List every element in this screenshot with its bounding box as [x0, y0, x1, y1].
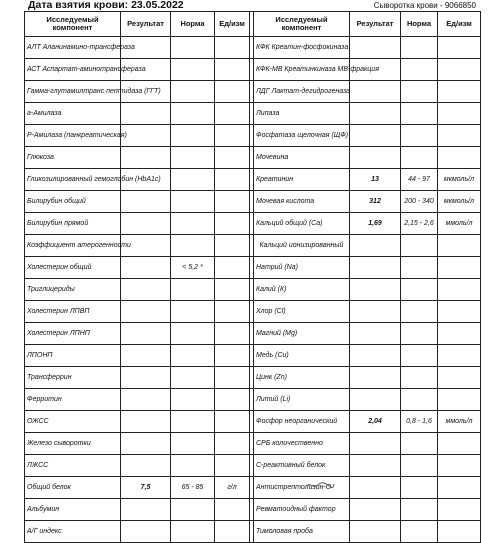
lab-results-table — [24, 11, 481, 543]
table-row — [25, 521, 481, 543]
component-name-right: Антистрептолизин-О — [254, 477, 350, 499]
component-name-right: КФК Креатин-фосфокиназа — [254, 37, 350, 59]
header-result-left: Результат — [121, 12, 171, 37]
result-value-right: 13 — [350, 169, 401, 191]
result-value-left — [121, 191, 171, 213]
unit-right — [438, 345, 481, 367]
header-component-left: Исследуемый компонент — [25, 12, 121, 37]
component-name-right: Липаза — [254, 103, 350, 125]
unit-left — [215, 345, 250, 367]
result-value-left — [121, 103, 171, 125]
norm-range-left — [171, 411, 215, 433]
norm-range-left — [171, 147, 215, 169]
result-value-right — [350, 103, 401, 125]
header-result-right: Результат — [350, 12, 401, 37]
unit-left — [215, 433, 250, 455]
unit-right — [438, 323, 481, 345]
norm-range-left — [171, 37, 215, 59]
unit-right — [438, 433, 481, 455]
component-name-left: ЛПОНП — [25, 345, 121, 367]
result-value-left — [121, 499, 171, 521]
table-row — [25, 477, 481, 499]
unit-right — [438, 499, 481, 521]
component-name-right: Цинк (Zn) — [254, 367, 350, 389]
unit-right — [438, 279, 481, 301]
result-value-left — [121, 301, 171, 323]
norm-range-left — [171, 499, 215, 521]
norm-range-right — [401, 323, 438, 345]
norm-range-left — [171, 125, 215, 147]
unit-left — [215, 389, 250, 411]
unit-left — [215, 257, 250, 279]
component-name-left: АСТ Аспартат-аминотрансфераза — [25, 59, 121, 81]
norm-range-right — [401, 389, 438, 411]
unit-left — [215, 59, 250, 81]
result-value-left — [121, 323, 171, 345]
component-name-right: Калий (К) — [254, 279, 350, 301]
unit-left — [215, 279, 250, 301]
norm-range-right — [401, 499, 438, 521]
result-value-left — [121, 455, 171, 477]
result-value-left — [121, 521, 171, 543]
result-value-right — [350, 499, 401, 521]
unit-left — [215, 169, 250, 191]
result-value-left — [121, 367, 171, 389]
component-name-right: Мочевая кислота — [254, 191, 350, 213]
norm-range-left — [171, 345, 215, 367]
result-value-left — [121, 345, 171, 367]
component-name-left: Общий белок — [25, 477, 121, 499]
result-value-left — [121, 257, 171, 279]
norm-range-left — [171, 389, 215, 411]
unit-right — [438, 235, 481, 257]
norm-range-right — [401, 521, 438, 543]
norm-range-right — [401, 147, 438, 169]
norm-range-left — [171, 367, 215, 389]
header-component-right: Исследуемый компонент — [254, 12, 350, 37]
norm-range-right — [401, 59, 438, 81]
component-name-left: Альбумин — [25, 499, 121, 521]
unit-right — [438, 59, 481, 81]
table-header-row — [25, 12, 481, 37]
norm-range-left: < 5,2 * — [171, 257, 215, 279]
table-row — [25, 389, 481, 411]
handwritten-mark — [305, 480, 335, 490]
component-name-right: Фосфор неорганический — [254, 411, 350, 433]
table-row — [25, 235, 481, 257]
unit-right — [438, 301, 481, 323]
table-row — [25, 213, 481, 235]
norm-range-left — [171, 59, 215, 81]
norm-range-right — [401, 235, 438, 257]
component-name-right: С-реактивный белок — [254, 455, 350, 477]
result-value-left — [121, 125, 171, 147]
norm-range-right — [401, 433, 438, 455]
result-value-right — [350, 147, 401, 169]
table-row — [25, 103, 481, 125]
table-row — [25, 323, 481, 345]
table-row — [25, 345, 481, 367]
component-name-right: Литий (Li) — [254, 389, 350, 411]
component-name-left: Холестерин общий — [25, 257, 121, 279]
table-row — [25, 433, 481, 455]
component-name-right: Креатинин — [254, 169, 350, 191]
table-row — [25, 125, 481, 147]
result-value-right — [350, 301, 401, 323]
unit-right: ммоль/л — [438, 411, 481, 433]
norm-range-left — [171, 103, 215, 125]
table-row — [25, 37, 481, 59]
table-row — [25, 499, 481, 521]
norm-range-right — [401, 279, 438, 301]
norm-range-left — [171, 279, 215, 301]
norm-range-right: 2,15 - 2,6 — [401, 213, 438, 235]
component-name-left: а-Амилаза — [25, 103, 121, 125]
unit-left — [215, 125, 250, 147]
component-name-left: Ферритин — [25, 389, 121, 411]
table-row — [25, 301, 481, 323]
table-row — [25, 81, 481, 103]
unit-right — [438, 455, 481, 477]
table-row — [25, 59, 481, 81]
table-row — [25, 455, 481, 477]
component-name-left: Триглицериды — [25, 279, 121, 301]
result-value-left: 7,5 — [121, 477, 171, 499]
component-name-right: Хлор (Cl) — [254, 301, 350, 323]
unit-left: г/л — [215, 477, 250, 499]
result-value-right: 312 — [350, 191, 401, 213]
header-unit-left: Ед/изм — [215, 12, 250, 37]
header-norm-right: Норма — [401, 12, 438, 37]
unit-right — [438, 125, 481, 147]
result-value-right — [350, 323, 401, 345]
unit-right — [438, 367, 481, 389]
component-name-left: Трансферрин — [25, 367, 121, 389]
norm-range-left — [171, 323, 215, 345]
table-row — [25, 411, 481, 433]
unit-left — [215, 499, 250, 521]
norm-range-right — [401, 345, 438, 367]
norm-range-left: 65 - 85 — [171, 477, 215, 499]
unit-right — [438, 257, 481, 279]
result-value-left — [121, 147, 171, 169]
component-name-right: СРБ количественно — [254, 433, 350, 455]
unit-right: ммоль/л — [438, 213, 481, 235]
unit-left — [215, 323, 250, 345]
norm-range-right — [401, 37, 438, 59]
unit-left — [215, 521, 250, 543]
norm-range-right: 200 - 340 — [401, 191, 438, 213]
header-norm-left: Норма — [171, 12, 215, 37]
unit-right — [438, 103, 481, 125]
unit-left — [215, 455, 250, 477]
component-name-right: Медь (Cu) — [254, 345, 350, 367]
unit-right — [438, 147, 481, 169]
component-name-right: Магний (Mg) — [254, 323, 350, 345]
norm-range-right — [401, 103, 438, 125]
result-value-right — [350, 235, 401, 257]
unit-right — [438, 81, 481, 103]
norm-range-left — [171, 433, 215, 455]
unit-right — [438, 37, 481, 59]
unit-left — [215, 367, 250, 389]
result-value-left — [121, 213, 171, 235]
component-name-left: Холестерин ЛПНП — [25, 323, 121, 345]
component-name-left: Гамма-глутамилтранс пептидаза (ГГТ) — [25, 81, 121, 103]
component-name-right: ЛДГ Лактат-дегидрогеназа — [254, 81, 350, 103]
component-name-left: Холестерин ЛПВП — [25, 301, 121, 323]
component-name-left: ОЖСС — [25, 411, 121, 433]
norm-range-left — [171, 169, 215, 191]
component-name-right: Тимоловая проба — [254, 521, 350, 543]
unit-left — [215, 81, 250, 103]
component-name-right: Мочевина — [254, 147, 350, 169]
component-name-left: Железо сыворотки — [25, 433, 121, 455]
norm-range-right — [401, 301, 438, 323]
table-row — [25, 169, 481, 191]
component-name-left: Р-Амилаза (панкреатическая) — [25, 125, 121, 147]
result-value-left — [121, 389, 171, 411]
result-value-right — [350, 477, 401, 499]
norm-range-left — [171, 191, 215, 213]
component-name-right: Кальций ионизированный — [254, 235, 350, 257]
result-value-right — [350, 455, 401, 477]
table-row — [25, 257, 481, 279]
result-value-right — [350, 345, 401, 367]
norm-range-right: 44 - 97 — [401, 169, 438, 191]
component-name-left: Билирубин общий — [25, 191, 121, 213]
unit-right: мкмоль/л — [438, 169, 481, 191]
norm-range-right — [401, 257, 438, 279]
norm-range-right — [401, 367, 438, 389]
component-name-right: Фосфатаза щелочная (ЩФ) — [254, 125, 350, 147]
unit-right — [438, 477, 481, 499]
component-name-right: Кальций общий (Са) — [254, 213, 350, 235]
unit-left — [215, 191, 250, 213]
unit-left — [215, 301, 250, 323]
norm-range-left — [171, 81, 215, 103]
unit-left — [215, 37, 250, 59]
table-row — [25, 367, 481, 389]
table-row — [25, 279, 481, 301]
result-value-right — [350, 433, 401, 455]
result-value-right — [350, 367, 401, 389]
table-row — [25, 147, 481, 169]
unit-left — [215, 235, 250, 257]
norm-range-right: 0,8 - 1,6 — [401, 411, 438, 433]
norm-range-right — [401, 81, 438, 103]
norm-range-right — [401, 125, 438, 147]
result-value-right — [350, 37, 401, 59]
norm-range-left — [171, 301, 215, 323]
result-value-right — [350, 521, 401, 543]
unit-left — [215, 103, 250, 125]
norm-range-left — [171, 213, 215, 235]
component-name-left: Билирубин прямой — [25, 213, 121, 235]
norm-range-left — [171, 455, 215, 477]
result-value-left — [121, 433, 171, 455]
norm-range-left — [171, 521, 215, 543]
header-unit-right: Ед/изм — [438, 12, 481, 37]
component-name-right: Ревматоидный фактор — [254, 499, 350, 521]
unit-left — [215, 411, 250, 433]
unit-left — [215, 213, 250, 235]
unit-right — [438, 389, 481, 411]
component-name-left: Коэффициент атерогенности — [25, 235, 121, 257]
component-name-left: Гликозилированный гемоглобин (HbA1c) — [25, 169, 121, 191]
result-value-right: 2,04 — [350, 411, 401, 433]
component-name-left: ЛЖСС — [25, 455, 121, 477]
norm-range-left — [171, 235, 215, 257]
unit-right — [438, 521, 481, 543]
result-value-right — [350, 257, 401, 279]
unit-left — [215, 147, 250, 169]
component-name-right: Натрий (Na) — [254, 257, 350, 279]
component-name-left: АЛТ Аланинамино-трансфераза — [25, 37, 121, 59]
serum-id: Сыворотка крови - 9066850 — [373, 1, 476, 10]
component-name-left: Глюкоза — [25, 147, 121, 169]
result-value-right: 1,69 — [350, 213, 401, 235]
blood-draw-date: Дата взятия крови: 23.05.2022 — [28, 0, 184, 11]
result-value-left — [121, 279, 171, 301]
result-value-right — [350, 279, 401, 301]
result-value-right — [350, 389, 401, 411]
norm-range-right — [401, 477, 438, 499]
table-row — [25, 191, 481, 213]
unit-right: мкмоль/л — [438, 191, 481, 213]
component-name-left: А/Г индекс — [25, 521, 121, 543]
result-value-left — [121, 411, 171, 433]
norm-range-right — [401, 455, 438, 477]
result-value-right — [350, 125, 401, 147]
component-name-right: КФК-МВ Креатинкиназа МВ-фракция — [254, 59, 350, 81]
result-value-right — [350, 81, 401, 103]
